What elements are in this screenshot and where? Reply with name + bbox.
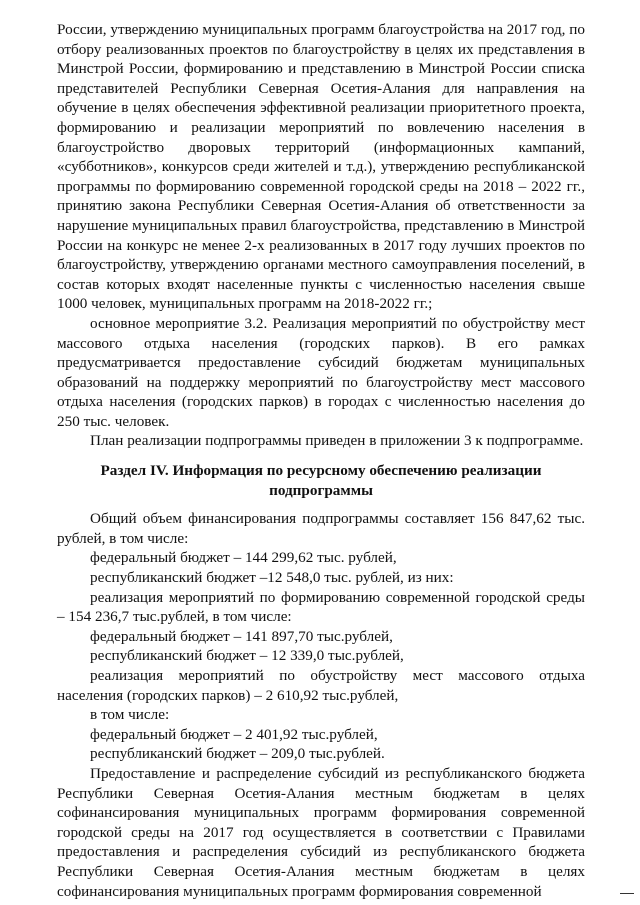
funding-line-republican: республиканский бюджет –12 548,0 тыс. рублей, из них: <box>90 569 454 587</box>
paragraph-intro-continuation: России, утверждению муниципальных программ благоустройства на 2017 год, по отбору реализованных проектов по благоустройству в целях их представления в Минстрой России, формированию и представлению в Минстрой России списка представителей Республики Северная Осетия-Алания для направления на обучение в целях обеспечения эффективной реализации приоритетного проекта, формированию и реализации мероприятий по вовлечению населения в благоустройство дворовых территорий (информационных кампаний, «субботников», конкурсов среди жителей и т.д.), утверждению республиканской программы по формированию современной городской среды на 2018 – 2022 гг., принятию закона Республики Северная Осетия-Алания об ответственности за нарушение муниципальных правил благоустройства, представлению в Минстрой России на конкурс не менее 2-х реализованных в 2017 году лучших проектов по благоустройству, утверждению органами местного самоуправления поселений, в состав которых входят населенные пункты с численностью населения свыше 1000 человек, муниципальных программ на 2018-2022 гг.; <box>57 21 586 313</box>
funding-line-urban-environment: реализация мероприятий по формированию современной городской среды – 154 236,7 тыс.рублей, в том числе: <box>57 588 585 626</box>
document-body <box>57 20 585 901</box>
funding-line-parks: реализация мероприятий по обустройству мест массового отдыха населения (городских парков) – 2 610,92 тыс.рублей, <box>57 667 585 704</box>
funding-line-parks-federal: федеральный бюджет – 2 401,92 тыс.рублей, <box>90 725 378 743</box>
paragraph-measure-3-2: основное мероприятие 3.2. Реализация мероприятий по обустройству мест массового отдыха населения (городских парков). В его рамках предусматривается предоставление субсидий бюджетам муниципальных образований на поддержку мероприятий по благоустройству мест массового отдыха населения (городских парков) в городах с численностью населения до 250 тыс. человек. <box>57 314 585 430</box>
paragraph-total-funding: Общий объем финансирования подпрограммы составляет 156 847,62 тыс. рублей, в том числе: <box>57 510 585 547</box>
funding-line-parks-republican: республиканский бюджет – 209,0 тыс.рублей. <box>90 745 385 763</box>
funding-line-urban-republican: республиканский бюджет – 12 339,0 тыс.рублей, <box>90 647 404 665</box>
paragraph-plan-reference: План реализации подпрограммы приведен в приложении 3 к подпрограмме. <box>90 432 584 450</box>
paragraph-subsidy-rules: Предоставление и распределение субсидий из республиканского бюджета Республики Северная Осетия-Алания местным бюджетам в целях софинансирования муниципальных программ формирования современной городской среды на 2017 год осуществляется в соответствии с Правилами предоставления и распределения субсидий из республиканского бюджета Республики Северная Осетия-Алания местным бюджетам в целях софинансирования муниципальных программ формирования современной <box>57 764 585 900</box>
funding-line-federal: федеральный бюджет – 144 299,62 тыс. рублей, <box>90 549 397 567</box>
page-edge-mark <box>620 893 634 894</box>
funding-line-including: в том числе: <box>90 706 170 724</box>
funding-line-urban-federal: федеральный бюджет – 141 897,70 тыс.рублей, <box>90 627 393 645</box>
section-heading: Раздел IV. Информация по ресурсному обеспечению реализации подпрограммы <box>100 462 542 499</box>
